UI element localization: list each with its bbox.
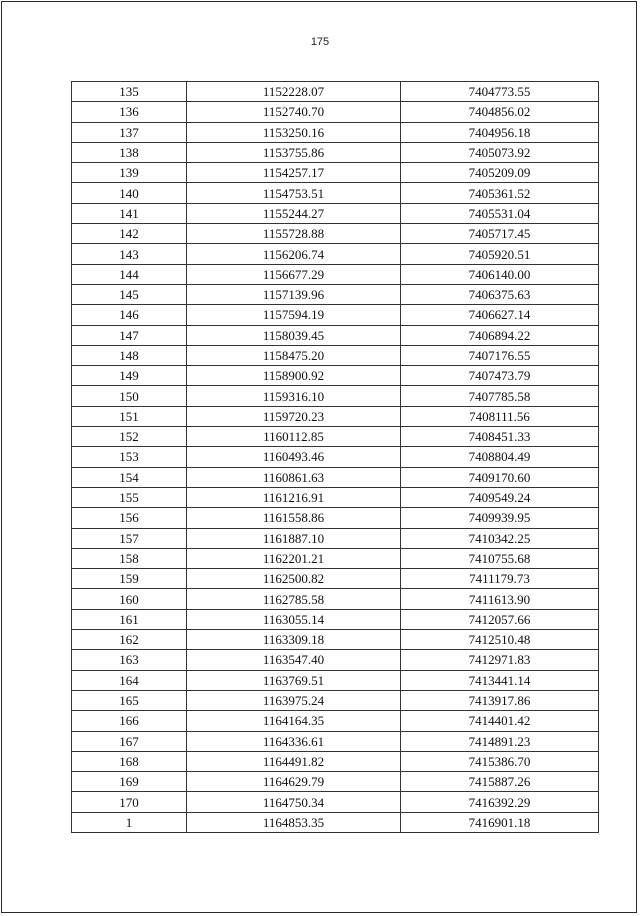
point-number-cell: 137 [72,122,187,142]
table-row [72,325,599,345]
table-row [72,751,599,771]
point-number-cell: 158 [72,548,187,568]
table-row [72,690,599,710]
table-row [72,345,599,365]
table-row [72,670,599,690]
x-coordinate-cell: 1164750.34 [187,792,401,812]
point-number-cell: 161 [72,609,187,629]
y-coordinate-cell: 7407785.58 [401,386,599,406]
point-number-cell: 147 [72,325,187,345]
point-number-cell: 154 [72,467,187,487]
table-row [72,812,599,832]
x-coordinate-cell: 1163769.51 [187,670,401,690]
point-number-cell: 148 [72,345,187,365]
table-row [72,630,599,650]
table-row [72,244,599,264]
point-number-cell: 156 [72,508,187,528]
y-coordinate-cell: 7409549.24 [401,487,599,507]
table-row [72,548,599,568]
point-number-cell: 135 [72,82,187,102]
point-number-cell: 162 [72,630,187,650]
x-coordinate-cell: 1164853.35 [187,812,401,832]
y-coordinate-cell: 7414891.23 [401,731,599,751]
y-coordinate-cell: 7407473.79 [401,366,599,386]
y-coordinate-cell: 7414401.42 [401,711,599,731]
table-row [72,102,599,122]
y-coordinate-cell: 7409170.60 [401,467,599,487]
point-number-cell: 169 [72,772,187,792]
coordinates-table-body [72,82,599,833]
point-number-cell: 163 [72,650,187,670]
x-coordinate-cell: 1162500.82 [187,569,401,589]
y-coordinate-cell: 7408451.33 [401,427,599,447]
point-number-cell: 159 [72,569,187,589]
table-row [72,142,599,162]
table-row [72,792,599,812]
x-coordinate-cell: 1155728.88 [187,224,401,244]
table-row [72,163,599,183]
x-coordinate-cell: 1155244.27 [187,203,401,223]
y-coordinate-cell: 7408111.56 [401,406,599,426]
x-coordinate-cell: 1162201.21 [187,548,401,568]
y-coordinate-cell: 7406375.63 [401,284,599,304]
table-row [72,447,599,467]
table-row [72,406,599,426]
x-coordinate-cell: 1162785.58 [187,589,401,609]
x-coordinate-cell: 1164336.61 [187,731,401,751]
table-row [72,650,599,670]
point-number-cell: 136 [72,102,187,122]
point-number-cell: 153 [72,447,187,467]
table-row [72,224,599,244]
x-coordinate-cell: 1160112.85 [187,427,401,447]
table-row [72,122,599,142]
y-coordinate-cell: 7412057.66 [401,609,599,629]
table-row [72,82,599,102]
table-row [72,569,599,589]
point-number-cell: 138 [72,142,187,162]
x-coordinate-cell: 1158900.92 [187,366,401,386]
x-coordinate-cell: 1163547.40 [187,650,401,670]
y-coordinate-cell: 7415386.70 [401,751,599,771]
y-coordinate-cell: 7405920.51 [401,244,599,264]
point-number-cell: 150 [72,386,187,406]
x-coordinate-cell: 1153250.16 [187,122,401,142]
point-number-cell: 166 [72,711,187,731]
x-coordinate-cell: 1152228.07 [187,82,401,102]
x-coordinate-cell: 1164629.79 [187,772,401,792]
y-coordinate-cell: 7404856.02 [401,102,599,122]
table-row [72,183,599,203]
x-coordinate-cell: 1164491.82 [187,751,401,771]
point-number-cell: 143 [72,244,187,264]
table-row [72,772,599,792]
table-row [72,711,599,731]
point-number-cell: 160 [72,589,187,609]
point-number-cell: 142 [72,224,187,244]
point-number-cell: 167 [72,731,187,751]
y-coordinate-cell: 7407176.55 [401,345,599,365]
y-coordinate-cell: 7412971.83 [401,650,599,670]
x-coordinate-cell: 1158039.45 [187,325,401,345]
table-row [72,427,599,447]
y-coordinate-cell: 7411179.73 [401,569,599,589]
x-coordinate-cell: 1160861.63 [187,467,401,487]
x-coordinate-cell: 1154753.51 [187,183,401,203]
table-row [72,609,599,629]
y-coordinate-cell: 7411613.90 [401,589,599,609]
x-coordinate-cell: 1160493.46 [187,447,401,467]
coordinates-table [71,81,599,833]
y-coordinate-cell: 7412510.48 [401,630,599,650]
point-number-cell: 139 [72,163,187,183]
point-number-cell: 151 [72,406,187,426]
point-number-cell: 168 [72,751,187,771]
table-row [72,508,599,528]
table-row [72,487,599,507]
x-coordinate-cell: 1161558.86 [187,508,401,528]
x-coordinate-cell: 1159720.23 [187,406,401,426]
x-coordinate-cell: 1157594.19 [187,305,401,325]
table-row [72,366,599,386]
point-number-cell: 149 [72,366,187,386]
point-number-cell: 144 [72,264,187,284]
table-row [72,264,599,284]
x-coordinate-cell: 1157139.96 [187,284,401,304]
y-coordinate-cell: 7410342.25 [401,528,599,548]
point-number-cell: 155 [72,487,187,507]
table-row [72,305,599,325]
table-row [72,589,599,609]
y-coordinate-cell: 7416901.18 [401,812,599,832]
y-coordinate-cell: 7413917.86 [401,690,599,710]
x-coordinate-cell: 1158475.20 [187,345,401,365]
table-row [72,386,599,406]
y-coordinate-cell: 7405073.92 [401,142,599,162]
point-number-cell: 152 [72,427,187,447]
table-row [72,731,599,751]
page-number: 175 [310,36,330,48]
point-number-cell: 164 [72,670,187,690]
point-number-cell: 170 [72,792,187,812]
point-number-cell: 145 [72,284,187,304]
table-row [72,203,599,223]
y-coordinate-cell: 7413441.14 [401,670,599,690]
y-coordinate-cell: 7406894.22 [401,325,599,345]
x-coordinate-cell: 1163055.14 [187,609,401,629]
x-coordinate-cell: 1156206.74 [187,244,401,264]
table-row [72,467,599,487]
y-coordinate-cell: 7405531.04 [401,203,599,223]
x-coordinate-cell: 1153755.86 [187,142,401,162]
table-row [72,284,599,304]
x-coordinate-cell: 1161216.91 [187,487,401,507]
y-coordinate-cell: 7404956.18 [401,122,599,142]
y-coordinate-cell: 7408804.49 [401,447,599,467]
point-number-cell: 165 [72,690,187,710]
point-number-cell: 146 [72,305,187,325]
y-coordinate-cell: 7415887.26 [401,772,599,792]
x-coordinate-cell: 1163309.18 [187,630,401,650]
table-row [72,528,599,548]
y-coordinate-cell: 7406627.14 [401,305,599,325]
point-number-cell: 157 [72,528,187,548]
x-coordinate-cell: 1154257.17 [187,163,401,183]
y-coordinate-cell: 7416392.29 [401,792,599,812]
point-number-cell: 140 [72,183,187,203]
x-coordinate-cell: 1159316.10 [187,386,401,406]
x-coordinate-cell: 1164164.35 [187,711,401,731]
x-coordinate-cell: 1156677.29 [187,264,401,284]
x-coordinate-cell: 1163975.24 [187,690,401,710]
y-coordinate-cell: 7405209.09 [401,163,599,183]
y-coordinate-cell: 7405361.52 [401,183,599,203]
y-coordinate-cell: 7404773.55 [401,82,599,102]
y-coordinate-cell: 7410755.68 [401,548,599,568]
x-coordinate-cell: 1161887.10 [187,528,401,548]
point-number-cell: 141 [72,203,187,223]
y-coordinate-cell: 7405717.45 [401,224,599,244]
point-number-cell: 1 [72,812,187,832]
y-coordinate-cell: 7406140.00 [401,264,599,284]
y-coordinate-cell: 7409939.95 [401,508,599,528]
x-coordinate-cell: 1152740.70 [187,102,401,122]
